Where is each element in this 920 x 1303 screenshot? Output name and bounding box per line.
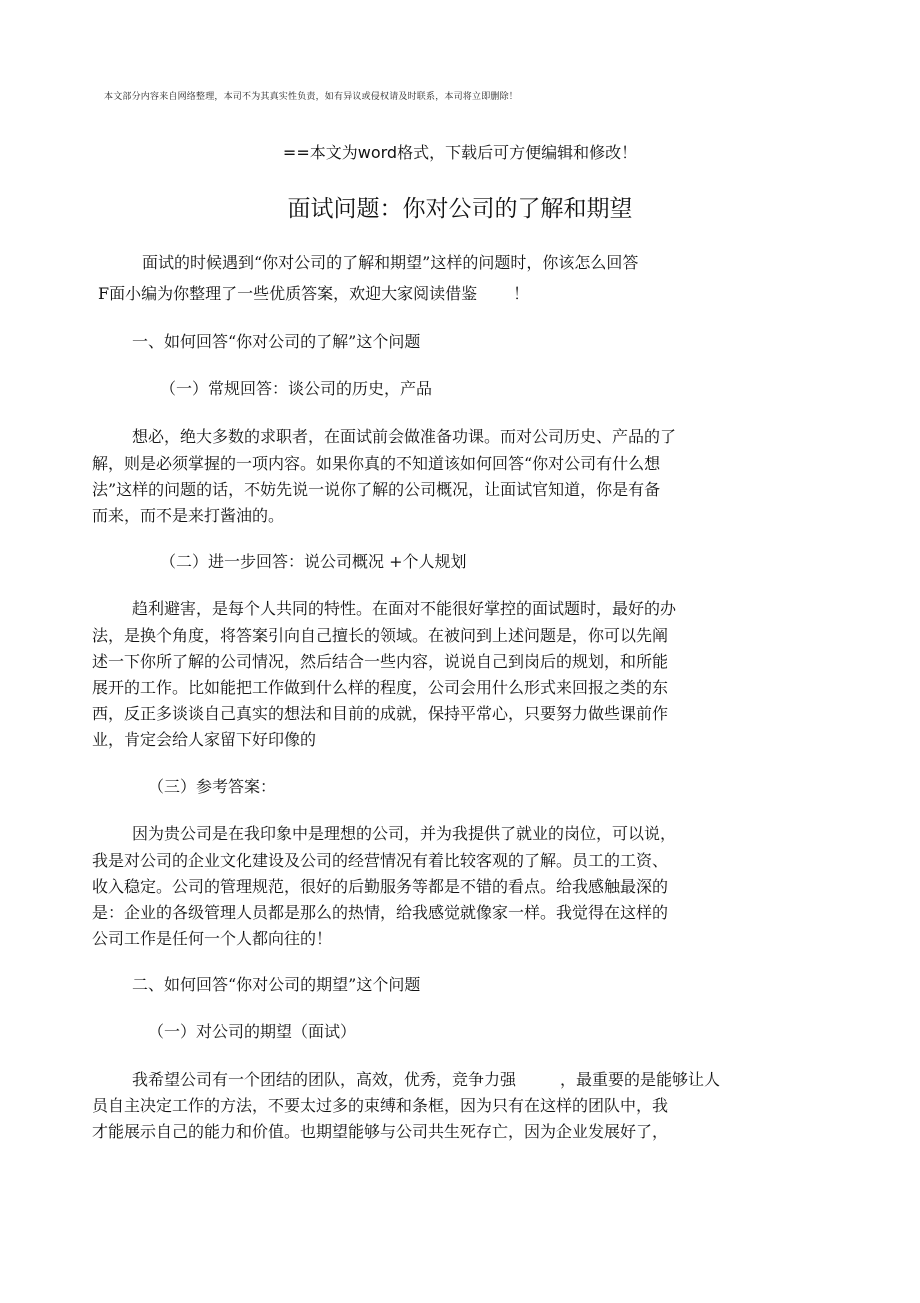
- paragraph-line: 因为贵公司是在我印象中是理想的公司，并为我提供了就业的岗位，可以说，: [132, 824, 677, 843]
- section1-sub1-heading: （一）常规回答：谈公司的历史，产品: [160, 379, 433, 398]
- section1-sub2-heading: （二）进一步回答：说公司概况 +个人规划: [160, 552, 467, 571]
- paragraph-line-part: ，最重要的是能够让人: [560, 1070, 721, 1089]
- paragraph-line: 展开的工作。比如能把工作做到什么样的程度，公司会用什么形式来回报之类的东: [92, 678, 669, 697]
- format-note: ==本文为word格式，下载后可方便编辑和修改！: [282, 143, 638, 162]
- paragraph-line: 西，反正多谈谈自己真实的想法和目前的成就，保持平常心，只要努力做些课前作: [92, 704, 669, 723]
- intro-line-2: [98, 283, 529, 305]
- paragraph-line: 收入稳定。公司的管理规范，很好的后勤服务等都是不错的看点。给我感触最深的: [92, 877, 669, 896]
- intro-line-2-end: ！: [513, 284, 530, 303]
- paragraph-line: 而来，而不是来打酱油的。: [92, 506, 285, 525]
- paragraph-line: 解，则是必须掌握的一项内容。如果你真的不知道该如何回答“你对公司有什么想: [92, 454, 661, 473]
- paragraph-line: 业，肯定会给人家留下好印像的: [92, 730, 317, 749]
- paragraph-line: 趋利避害，是每个人共同的特性。在面对不能很好掌控的面试题时，最好的办: [132, 599, 677, 618]
- section1-heading: 一、如何回答“你对公司的了解”这个问题: [132, 332, 421, 351]
- disclaimer-text: 本文部分内容来自网络整理，本司不为其真实性负责，如有异议或侵权请及时联系，本司将立即删除！: [104, 92, 519, 102]
- paragraph-line: 是：企业的各级管理人员都是那么的热情，给我感觉就像家一样。我觉得在这样的: [92, 903, 669, 922]
- page-title: 面试问题：你对公司的了解和期望: [287, 196, 633, 222]
- paragraph-line: 才能展示自己的能力和价值。也期望能够与公司共生死存亡，因为企业发展好了，: [92, 1122, 669, 1141]
- section1-sub3-heading: （三）参考答案：: [148, 777, 277, 796]
- paragraph-line: 法”这样的问题的话，不妨先说一说你了解的公司概况，让面试官知道，你是有备: [92, 480, 661, 499]
- intro-line-2-text: F面小编为你整理了一些优质答案，欢迎大家阅读借鉴: [98, 284, 478, 303]
- paragraph-line-part: 我希望公司有一个团结的团队，高效，优秀，竞争力强: [132, 1070, 517, 1089]
- paragraph-line: 想必，绝大多数的求职者，在面试前会做准备功课。而对公司历史、产品的了: [132, 427, 677, 446]
- paragraph-line: 公司工作是任何一个人都向往的！: [92, 929, 333, 948]
- intro-line-1: 面试的时候遇到“你对公司的了解和期望”这样的问题时，你该怎么回答: [142, 253, 639, 272]
- paragraph-line: 员自主决定工作的方法，不要太过多的束缚和条框，因为只有在这样的团队中，我: [92, 1096, 669, 1115]
- section2-heading: 二、如何回答“你对公司的期望”这个问题: [132, 975, 421, 994]
- paragraph-line: 述一下你所了解的公司情况，然后结合一些内容，说说自己到岗后的规划，和所能: [92, 652, 669, 671]
- section2-sub1-heading: （一）对公司的期望（面试）: [148, 1022, 357, 1041]
- paragraph-line: [132, 1069, 720, 1091]
- paragraph-line: 法，是换个角度，将答案引向自己擅长的领域。在被问到上述问题是，你可以先阐: [92, 626, 669, 645]
- paragraph-line: 我是对公司的企业文化建设及公司的经营情况有着比较客观的了解。员工的工资、: [92, 851, 669, 870]
